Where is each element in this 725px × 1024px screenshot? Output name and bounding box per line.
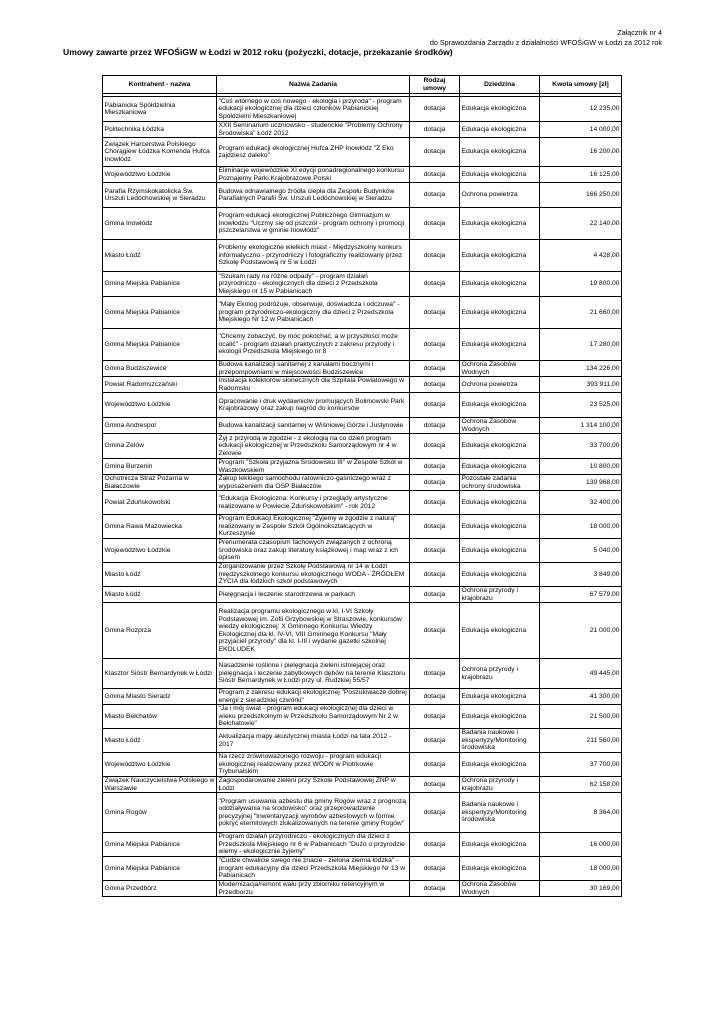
table-row	[103, 459, 622, 475]
table-row	[103, 833, 622, 857]
cell-field: Edukacja ekologiczna	[460, 97, 540, 122]
cell-amount: 18 000,00	[540, 515, 622, 539]
table-row	[103, 393, 622, 418]
cell-field: Edukacja ekologiczna	[460, 393, 540, 418]
cell-field: Ochrona powietrza	[460, 183, 540, 208]
cell-field: Edukacja ekologiczna	[460, 753, 540, 777]
cell-amount: 5 040,00	[540, 539, 622, 563]
cell-contract-type: dotacja	[410, 563, 460, 587]
cell-contract-type: dotacja	[410, 361, 460, 377]
table-row	[103, 777, 622, 793]
table-row	[103, 361, 622, 377]
cell-contract-type: dotacja	[410, 208, 460, 240]
cell-task: Na rzecz zrównoważonego rozwoju - program edukacji ekologicznej realizowany przez WODN w Piotrkowie Trybunalskim	[217, 753, 410, 777]
cell-task: Program z zakresu edukacji ekologicznej "Poszukiwacze dobrej energii z sieradzkiej czwórki"	[217, 689, 410, 705]
cell-field: Badania naukowe i ekspertyzy/Monitoring środowiska	[460, 729, 540, 753]
cell-contract-type: dotacja	[410, 459, 460, 475]
table-row	[103, 138, 622, 167]
cell-contract-type: dotacja	[410, 753, 460, 777]
table-row	[103, 377, 622, 393]
cell-amount: 211 560,00	[540, 729, 622, 753]
cell-contractor: Powiat Radomszczański	[103, 377, 217, 393]
cell-field: Ochrona Zasobów Wodnych	[460, 881, 540, 897]
cell-amount: 8 364,00	[540, 793, 622, 833]
cell-contract-type: dotacja	[410, 167, 460, 183]
cell-contractor: Parafia Rzymskokatolicka Św. Urszuli Ledóchowskiej w Sieradzu	[103, 183, 217, 208]
cell-field: Edukacja ekologiczna	[460, 138, 540, 167]
cell-contract-type: dotacja	[410, 587, 460, 603]
cell-field: Edukacja ekologiczna	[460, 491, 540, 515]
cell-task: Problemy ekologiczne wielkich miast - Międzyszkolny konkurs informatyczno - przyrodniczy i fotograficzny realizowany przez Szkołę Podstawową nr 5 w Łodzi	[217, 240, 410, 272]
cell-field: Edukacja ekologiczna	[460, 459, 540, 475]
cell-field: Edukacja ekologiczna	[460, 122, 540, 138]
cell-contractor: Województwo Łódzkie	[103, 753, 217, 777]
cell-contract-type: dotacja	[410, 138, 460, 167]
cell-task: Modernizacja/remont wału przy zbiorniku retencyjnym w Przedborzu	[217, 881, 410, 897]
cell-field: Edukacja ekologiczna	[460, 857, 540, 881]
cell-contract-type: dotacja	[410, 881, 460, 897]
cell-contractor: Ochotnicza Straż Pożarna w Białaczowie	[103, 475, 217, 491]
cell-amount: 134 226,00	[540, 361, 622, 377]
table-header-row	[103, 76, 622, 94]
cell-contractor: Gmina Rogów	[103, 793, 217, 833]
cell-field: Ochrona przyrody i krajobrazu	[460, 587, 540, 603]
cell-contract-type: dotacja	[410, 418, 460, 434]
cell-field: Edukacja ekologiczna	[460, 434, 540, 459]
cell-task: Eliminacje wojewódzkie XI edycji ponadregionalnego konkursu Poznajemy Parki Krajobrazowe Polski	[217, 167, 410, 183]
table-row	[103, 729, 622, 753]
table-row	[103, 418, 622, 434]
cell-amount: 4 428,00	[540, 240, 622, 272]
cell-field: Ochrona przyrody i krajobrazu	[460, 777, 540, 793]
cell-contractor: Politechnika Łódzka	[103, 122, 217, 138]
contracts-table	[102, 75, 622, 897]
table-row	[103, 603, 622, 659]
cell-amount: 18 000,00	[540, 857, 622, 881]
cell-contract-type: dotacja	[410, 491, 460, 515]
cell-task: XXII Seminarium uczniowsko - studenckie "Problemy Ochrony Środowiska" Łódź 2012	[217, 122, 410, 138]
cell-contractor: Gmina Miejska Pabianice	[103, 857, 217, 881]
table-body	[103, 97, 622, 897]
cell-field: Edukacja ekologiczna	[460, 705, 540, 729]
cell-task: "Ja i mój świat - program edukacji ekologicznej dla dzieci w wieku przedszkolnym w Przedszkolu Samorządowym Nr 2 w Bełchatowie"	[217, 705, 410, 729]
cell-contractor: Gmina Rozprza	[103, 603, 217, 659]
cell-task: "Edukacja Ekologiczna: Konkursy i przeglądy artystyczne realizowane w Powiecie Zduńskowolskim" - rok 2012	[217, 491, 410, 515]
cell-task: Program edukacji ekologicznej Hufca ZHP Inowłódz "Z Eko zajdziesz daleko"	[217, 138, 410, 167]
cell-amount: 12 235,00	[540, 97, 622, 122]
table-row	[103, 881, 622, 897]
cell-contract-type: dotacja	[410, 539, 460, 563]
cell-contract-type: dotacja	[410, 689, 460, 705]
cell-contractor: Miasto Łódź	[103, 587, 217, 603]
cell-field: Badania naukowe i ekspertyzy/Monitoring środowiska	[460, 793, 540, 833]
column-header-contractor: Kontrahent - nazwa	[103, 76, 217, 94]
cell-contractor: Gmina Zelów	[103, 434, 217, 459]
cell-amount: 3 849,00	[540, 563, 622, 587]
table-row	[103, 97, 622, 122]
cell-contractor: Gmina Miejska Pabianice	[103, 833, 217, 857]
cell-contractor: Gmina Andrespol	[103, 418, 217, 434]
cell-amount: 21 000,00	[540, 603, 622, 659]
cell-contractor: Województwo Łódzkie	[103, 539, 217, 563]
cell-task: "Cudze chwalicie swego nie znacie - zielona ziemia łódzka" - program edukacyjny dla dzieci Przedszkola Miejskiego Nr 13 w Pabianicach	[217, 857, 410, 881]
cell-contractor: Klasztor Sióstr Bernardynek w Łodzi	[103, 659, 217, 689]
cell-task: "Szukam rady na różne odpady" - program działań przyrodniczo - ekologicznych dla dzieci z Przedszkola Miejskiego nr 15 w Pabianicach	[217, 272, 410, 297]
cell-amount: 41 300,00	[540, 689, 622, 705]
table-row	[103, 689, 622, 705]
cell-contract-type: dotacja	[410, 183, 460, 208]
cell-contract-type: dotacja	[410, 793, 460, 833]
document-title: Umowy zawarte przez WFOŚiGW w Łodzi w 2012 roku (pożyczki, dotacje, przekazanie środków)	[63, 47, 453, 57]
cell-contract-type: dotacja	[410, 777, 460, 793]
cell-field: Edukacja ekologiczna	[460, 539, 540, 563]
cell-contractor: Gmina Miejska Pabianice	[103, 272, 217, 297]
cell-task: Instalacja kolektorów słonecznych dla Szpitala Powiatowego w Radomsku	[217, 377, 410, 393]
cell-contractor: Gmina Miejska Pabianice	[103, 297, 217, 329]
cell-amount: 21 500,00	[540, 705, 622, 729]
cell-task: Zakup lekkiego samochodu ratowniczo-gaśniczego wraz z wyposażeniem dla OSP Białaczów	[217, 475, 410, 491]
cell-field: Edukacja ekologiczna	[460, 329, 540, 361]
table-row	[103, 122, 622, 138]
cell-amount: 33 700,00	[540, 434, 622, 459]
cell-contract-type: dotacja	[410, 97, 460, 122]
cell-amount: 19 800,00	[540, 272, 622, 297]
cell-contractor: Gmina Miejska Pabianice	[103, 329, 217, 361]
table-row	[103, 475, 622, 491]
cell-contract-type: dotacja	[410, 377, 460, 393]
cell-task: Aktualizacja mapy akustycznej miasta Łodzi na lata 2012 - 2017	[217, 729, 410, 753]
cell-contractor: Miasto Łódź	[103, 563, 217, 587]
cell-task: Żyj z przyrodą w zgodzie - z ekologią na co dzień program edukacji ekologicznej w Przedszkolu Samorządowym nr 4 w Zelowie	[217, 434, 410, 459]
cell-contract-type: dotacja	[410, 659, 460, 689]
cell-contractor: Województwo Łódzkie	[103, 393, 217, 418]
cell-amount: 393 911,00	[540, 377, 622, 393]
cell-task: Zagospodarowanie zieleni przy Szkole Podstawowej ZNP w Łodzi	[217, 777, 410, 793]
table-row	[103, 208, 622, 240]
table-row	[103, 167, 622, 183]
cell-contractor: Województwo Łódzkie	[103, 167, 217, 183]
table-row	[103, 434, 622, 459]
cell-contractor: Miasto Bełchatów	[103, 705, 217, 729]
table-row	[103, 563, 622, 587]
cell-amount: 32 400,00	[540, 491, 622, 515]
cell-task: Prenumerata czasopism fachowych związanych z ochroną środowiska oraz zakup literatury książkowej i map wraz z ich opisem	[217, 539, 410, 563]
cell-contractor: Gmina Miasto Sieradz	[103, 689, 217, 705]
cell-amount: 16 125,00	[540, 167, 622, 183]
table-row	[103, 515, 622, 539]
table-row	[103, 793, 622, 833]
cell-amount: 67 579,00	[540, 587, 622, 603]
cell-field: Edukacja ekologiczna	[460, 240, 540, 272]
cell-field: Ochrona przyrody i krajobrazu	[460, 659, 540, 689]
cell-field: Ochrona Zasobów Wodnych	[460, 361, 540, 377]
table-row	[103, 857, 622, 881]
cell-contractor: Gmina Rawa Mazowiecka	[103, 515, 217, 539]
cell-field: Edukacja ekologiczna	[460, 563, 540, 587]
cell-task: Program "Szkoła przyjazna Środowisku III" w Zespole Szkół w Waszkowskiem	[217, 459, 410, 475]
cell-field: Edukacja ekologiczna	[460, 208, 540, 240]
cell-amount: 22 140,00	[540, 208, 622, 240]
cell-field: Edukacja ekologiczna	[460, 272, 540, 297]
cell-task: Budowa kanalizacji sanitarnej z kanałami bocznymi i przepompowniami w miejscowości Budziszewice	[217, 361, 410, 377]
cell-amount: 21 660,00	[540, 297, 622, 329]
column-header-contract-type: Rodzaj umowy	[410, 76, 460, 94]
cell-task: Zorganizowanie przez Szkołę Podstawową nr 14 w Łodzi międzyszkolnego konkursu ekologicznego WODA - ŹRÓDŁEM ŻYCIA dla łódzkich szkół podstawowych	[217, 563, 410, 587]
column-header-amount: Kwota umowy [zł]	[540, 76, 622, 94]
table-row	[103, 297, 622, 329]
cell-contract-type: dotacja	[410, 833, 460, 857]
cell-amount: 139 968,00	[540, 475, 622, 491]
column-header-field: Dziedzina	[460, 76, 540, 94]
cell-task: Opracowanie i druk wydawnictw promujących Bolimowski Park Krajobrazowy oraz zakup nagród do konkursów	[217, 393, 410, 418]
cell-contract-type: dotacja	[410, 729, 460, 753]
cell-contractor: Gmina Budziszewice	[103, 361, 217, 377]
cell-contract-type: dotacja	[410, 603, 460, 659]
cell-contract-type: dotacja	[410, 434, 460, 459]
table-row	[103, 705, 622, 729]
cell-task: Budowa odnawialnego źródła ciepła dla Zespołu Budynków Parafialnych Parafii Św. Urszuli Ledóchowskiej w Sieradzu	[217, 183, 410, 208]
cell-amount: 37 700,00	[540, 753, 622, 777]
cell-task: "Coś wtórnego w coś nowego - ekologia i przyroda" - program edukacji ekologicznej dla dzieci członków Pabianickiej Spółdzielni Mieszkaniowej	[217, 97, 410, 122]
cell-contract-type: dotacja	[410, 329, 460, 361]
cell-contract-type: dotacja	[410, 272, 460, 297]
cell-contract-type: dotacja	[410, 515, 460, 539]
cell-field: Ochrona powietrza	[460, 377, 540, 393]
cell-contract-type: dotacja	[410, 122, 460, 138]
column-header-task: Nazwa Zadania	[217, 76, 410, 94]
cell-contractor: Gmina Przedbórz	[103, 881, 217, 897]
attachment-label: Załącznik nr 4	[617, 28, 662, 37]
cell-task: Program działań przyrodniczo - ekologicznych dla dzieci z Przedszkola Miejskiego nr 6 w Pabianicach "Dużo o przyrodzie wiemy - ekologicznie żyjemy"	[217, 833, 410, 857]
cell-contractor: Związek Harcerstwa Polskiego Chorągiew Łódzka Komenda Hufca Inowłódz	[103, 138, 217, 167]
cell-amount: 16 000,00	[540, 833, 622, 857]
cell-contract-type: dotacja	[410, 475, 460, 491]
cell-task: Realizacja programu ekologicznego w kl. I-VI Szkoły Podstawowej im. Zofii Grzybowskiej w Straszowie, konkursów wiedzy ekologicznej: X Gminnego Konkursu Wiedzy Ekologicznej dla kl. IV-VI, VIII Gminnego Konkursu "Mały przyjaciel przyrody" dla kl. I-III i wydanie gazetki szkolnej EKOLUDEK	[217, 603, 410, 659]
cell-amount: 62 158,00	[540, 777, 622, 793]
cell-task: Pielęgnacja i leczenie starodrzewia w parkach	[217, 587, 410, 603]
cell-field: Edukacja ekologiczna	[460, 689, 540, 705]
cell-amount: 30 169,00	[540, 881, 622, 897]
table-row	[103, 587, 622, 603]
cell-task: Budowa kanalizacji sanitarnej w Wiśniowej Górze i Justynowie	[217, 418, 410, 434]
cell-task: "Chcemy zobaczyć, by móc pokochać, a w przyszłości może ocalić" - program działań praktycznych z zakresu przyrody i ekologii Przedszkola Miejskiego nr 8	[217, 329, 410, 361]
table-row	[103, 183, 622, 208]
cell-contract-type: dotacja	[410, 297, 460, 329]
cell-contract-type: dotacja	[410, 857, 460, 881]
table-row	[103, 240, 622, 272]
table-row	[103, 753, 622, 777]
cell-field: Edukacja ekologiczna	[460, 515, 540, 539]
cell-contractor: Miasto Łódź	[103, 240, 217, 272]
cell-task: "Program usuwania azbestu dla gminy Rogów wraz z prognozą oddziaływania na środowisko" oraz przeprowadzenie precyzyjnej "Inwentaryzacji wyrobów azbestowych w formie pokryć eternitowych zlokalizowanych na terenie gminy Rogów"	[217, 793, 410, 833]
cell-contractor: Gmina Inowłódz	[103, 208, 217, 240]
table-row	[103, 539, 622, 563]
cell-contractor: Pabianicka Spółdzielnia Mieszkaniowa	[103, 97, 217, 122]
cell-contractor: Gmina Burzenin	[103, 459, 217, 475]
cell-field: Pozostałe zadania ochrony środowiska	[460, 475, 540, 491]
cell-contractor: Związek Nauczycielstwa Polskiego w Warszawie	[104, 777, 215, 792]
cell-contract-type: dotacja	[410, 393, 460, 418]
cell-amount: 10 800,00	[540, 459, 622, 475]
cell-field: Edukacja ekologiczna	[460, 603, 540, 659]
cell-amount: 14 000,00	[540, 122, 622, 138]
cell-task: Program edukacji ekologicznej Publicznego Gimnazjum w Inowłodzu "Uczmy się od pszczół - program ochrony i promocji pszczelarstwa w gminie Inowłódz"	[217, 208, 410, 240]
cell-contractor: Miasto Łódź	[103, 729, 217, 753]
cell-field: Ochrona Zasobów Wodnych	[460, 418, 540, 434]
cell-amount: 23 525,00	[540, 393, 622, 418]
cell-contract-type: dotacja	[410, 240, 460, 272]
cell-amount: 49 445,00	[540, 659, 622, 689]
cell-amount: 16 200,00	[540, 138, 622, 167]
cell-contractor: Powiat Zduńskowolski	[103, 491, 217, 515]
table-row	[103, 659, 622, 689]
cell-field: Edukacja ekologiczna	[460, 833, 540, 857]
table-row	[103, 272, 622, 297]
cell-field: Edukacja ekologiczna	[460, 297, 540, 329]
cell-amount: 17 280,00	[540, 329, 622, 361]
cell-field: Edukacja ekologiczna	[460, 167, 540, 183]
cell-task: Nasadzenie roślinne i pielęgnacja zieleni istniejącej oraz pielęgnacja i leczenie zabytkowych dębów na terenie Klasztoru Sióstr Bernardynek w Łodzi przy ul. Rudzkiej 55/57	[217, 659, 410, 689]
cell-amount: 1 314 100,00	[540, 418, 622, 434]
cell-task: "Mały Ekolog podróżuje, obserwuje, doświadcza i odczuwa" - program przyrodniczo-ekologiczny dla dzieci z Przedszkola Miejskiego Nr 12 w Pabianicach	[217, 297, 410, 329]
cell-amount: 166 250,00	[540, 183, 622, 208]
report-reference: do Sprawozdania Zarządu z działalności WFOŚiGW w Łodzi za 2012 rok	[429, 38, 662, 47]
cell-task: Program Edukacji Ekologicznej "Żyjemy w zgodzie z naturą" realizowany w Zespole Szkół Ogólnokształcących w Kurzeszynie	[217, 515, 410, 539]
table-row	[103, 491, 622, 515]
table-row	[103, 329, 622, 361]
cell-contract-type: dotacja	[410, 705, 460, 729]
